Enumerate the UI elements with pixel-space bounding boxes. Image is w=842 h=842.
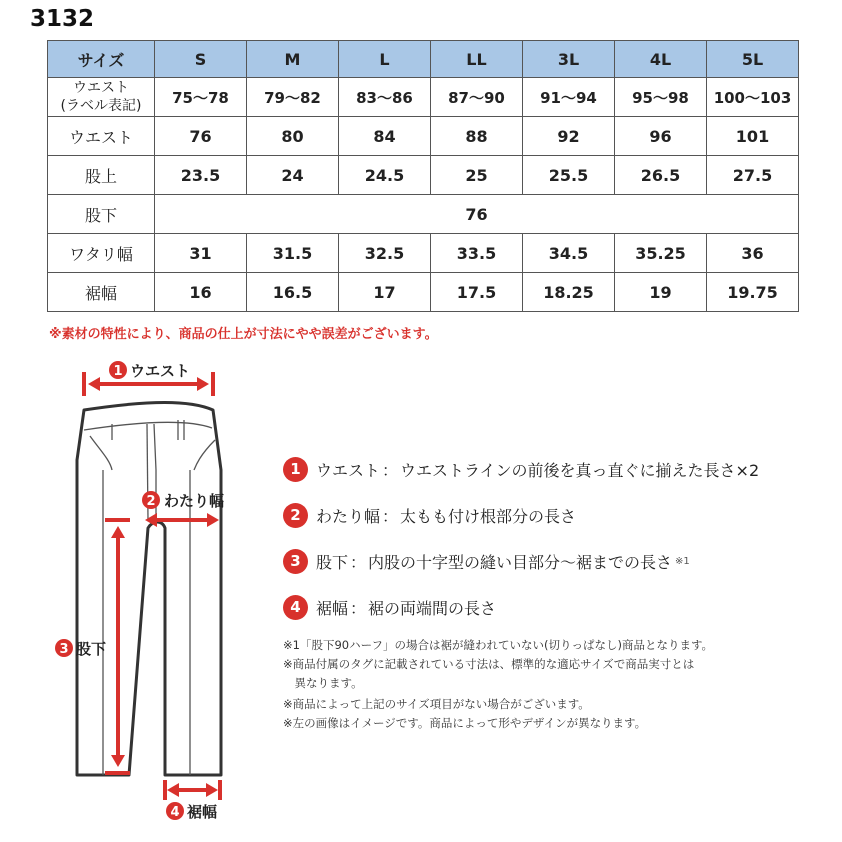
legend-separator: ： bbox=[382, 460, 399, 480]
header-size-s: S bbox=[155, 41, 247, 78]
table-cell: 32.5 bbox=[339, 234, 431, 273]
legend-footnote-mark: ※1 bbox=[675, 555, 690, 567]
footnote-2: ※商品付属のタグに記載されている寸法は、標準的な適応サイズで商品実寸とは bbox=[283, 657, 695, 671]
table-cell: 101 bbox=[707, 117, 799, 156]
table-row-inseam bbox=[48, 195, 799, 234]
badge-number: 3 bbox=[59, 642, 69, 657]
table-cell: 19.75 bbox=[707, 273, 799, 312]
footnote-2-cont: 異なります。 bbox=[283, 676, 363, 690]
header-size-l: L bbox=[339, 41, 431, 78]
table-cell: 18.25 bbox=[523, 273, 615, 312]
table-cell: 75〜78 bbox=[155, 78, 247, 117]
thigh-label bbox=[142, 491, 224, 510]
table-cell: 34.5 bbox=[523, 234, 615, 273]
table-cell: 36 bbox=[707, 234, 799, 273]
table-cell: 31 bbox=[155, 234, 247, 273]
table-cell: 88 bbox=[431, 117, 523, 156]
table-cell: 95〜98 bbox=[615, 78, 707, 117]
table-cell: 16.5 bbox=[247, 273, 339, 312]
footnote-4: ※左の画像はイメージです。商品によって形やデザインが異なります。 bbox=[283, 716, 647, 730]
row-label: 股下 bbox=[48, 195, 155, 234]
legend-item-hem bbox=[283, 592, 496, 622]
table-cell: 91〜94 bbox=[523, 78, 615, 117]
table-cell: 17.5 bbox=[431, 273, 523, 312]
table-cell: 24 bbox=[247, 156, 339, 195]
legend-term: 股下 bbox=[316, 552, 349, 572]
table-cell: 31.5 bbox=[247, 234, 339, 273]
size-table bbox=[47, 40, 799, 312]
legend-number-badge: 1 bbox=[283, 457, 308, 482]
legend-term: ウエスト bbox=[316, 460, 381, 480]
header-size-label: サイズ bbox=[48, 41, 155, 78]
legend-description: 太もも付け根部分の長さ bbox=[400, 506, 577, 526]
table-cell: 25.5 bbox=[523, 156, 615, 195]
legend-number-badge: 2 bbox=[283, 503, 308, 528]
diagram-label-waist: ウエスト bbox=[130, 362, 191, 380]
table-row-hem bbox=[48, 273, 799, 312]
table-row-waist-label bbox=[48, 78, 799, 117]
table-row-thigh bbox=[48, 234, 799, 273]
table-row-rise bbox=[48, 156, 799, 195]
table-cell: 35.25 bbox=[615, 234, 707, 273]
legend-description: 内股の十字型の縫い目部分〜裾までの長さ bbox=[368, 552, 673, 572]
legend-term: 裾幅 bbox=[316, 598, 349, 618]
table-cell: 26.5 bbox=[615, 156, 707, 195]
table-cell: 23.5 bbox=[155, 156, 247, 195]
pants-diagram bbox=[0, 350, 270, 840]
header-size-3l: 3L bbox=[523, 41, 615, 78]
table-cell: 17 bbox=[339, 273, 431, 312]
badge-number: 4 bbox=[170, 805, 180, 820]
diagram-label-hem: 裾幅 bbox=[187, 803, 218, 821]
legend-separator: ： bbox=[350, 598, 367, 618]
hem-label bbox=[166, 802, 217, 821]
legend-separator: ： bbox=[350, 552, 367, 572]
table-cell: 27.5 bbox=[707, 156, 799, 195]
table-cell: 96 bbox=[615, 117, 707, 156]
inseam-label bbox=[55, 639, 106, 658]
table-cell: 87〜90 bbox=[431, 78, 523, 117]
row-label: ワタリ幅 bbox=[48, 234, 155, 273]
legend-number-badge: 4 bbox=[283, 595, 308, 620]
product-code: 3132 bbox=[30, 6, 95, 32]
measurement-note: ※素材の特性により、商品の仕上が寸法にやや誤差がございます。 bbox=[49, 327, 438, 342]
table-cell: 92 bbox=[523, 117, 615, 156]
badge-number: 2 bbox=[146, 494, 156, 509]
diagram-label-thigh: わたり幅 bbox=[164, 492, 225, 510]
footnote-3: ※商品によって上記のサイズ項目がない場合がございます。 bbox=[283, 697, 590, 711]
table-cell: 80 bbox=[247, 117, 339, 156]
table-header-row bbox=[48, 41, 799, 78]
table-cell: 79〜82 bbox=[247, 78, 339, 117]
table-cell: 33.5 bbox=[431, 234, 523, 273]
legend-separator: ： bbox=[382, 506, 399, 526]
table-cell: 83〜86 bbox=[339, 78, 431, 117]
legend-description: 裾の両端間の長さ bbox=[368, 598, 497, 618]
row-label: ウエスト bbox=[48, 117, 155, 156]
legend-term: わたり幅 bbox=[316, 506, 381, 526]
table-cell-merged: 76 bbox=[155, 195, 799, 234]
table-cell: 100〜103 bbox=[707, 78, 799, 117]
row-label-line1: ウエスト bbox=[73, 80, 129, 96]
hem-arrow bbox=[165, 780, 220, 800]
diagram-label-inseam: 股下 bbox=[76, 640, 107, 658]
waist-label bbox=[109, 361, 190, 380]
header-size-m: M bbox=[247, 41, 339, 78]
table-row-waist bbox=[48, 117, 799, 156]
header-size-5l: 5L bbox=[707, 41, 799, 78]
row-label-line2: (ラベル表記) bbox=[60, 98, 142, 114]
row-label: 裾幅 bbox=[48, 273, 155, 312]
table-cell: 19 bbox=[615, 273, 707, 312]
table-cell: 16 bbox=[155, 273, 247, 312]
legend-item-thigh bbox=[283, 500, 576, 530]
legend-item-inseam bbox=[283, 546, 690, 576]
footnote-1: ※1「股下90ハーフ」の場合は裾が縫われていない(切りっぱなし)商品となります。 bbox=[283, 638, 714, 652]
badge-number: 1 bbox=[113, 364, 123, 379]
table-cell: 76 bbox=[155, 117, 247, 156]
legend-number-badge: 3 bbox=[283, 549, 308, 574]
table-cell: 24.5 bbox=[339, 156, 431, 195]
table-cell: 84 bbox=[339, 117, 431, 156]
table-cell: 25 bbox=[431, 156, 523, 195]
header-size-ll: LL bbox=[431, 41, 523, 78]
legend-description: ウエストラインの前後を真っ直ぐに揃えた長さ×2 bbox=[400, 460, 760, 480]
legend-item-waist bbox=[283, 454, 759, 484]
row-label bbox=[48, 78, 155, 117]
row-label: 股上 bbox=[48, 156, 155, 195]
header-size-4l: 4L bbox=[615, 41, 707, 78]
